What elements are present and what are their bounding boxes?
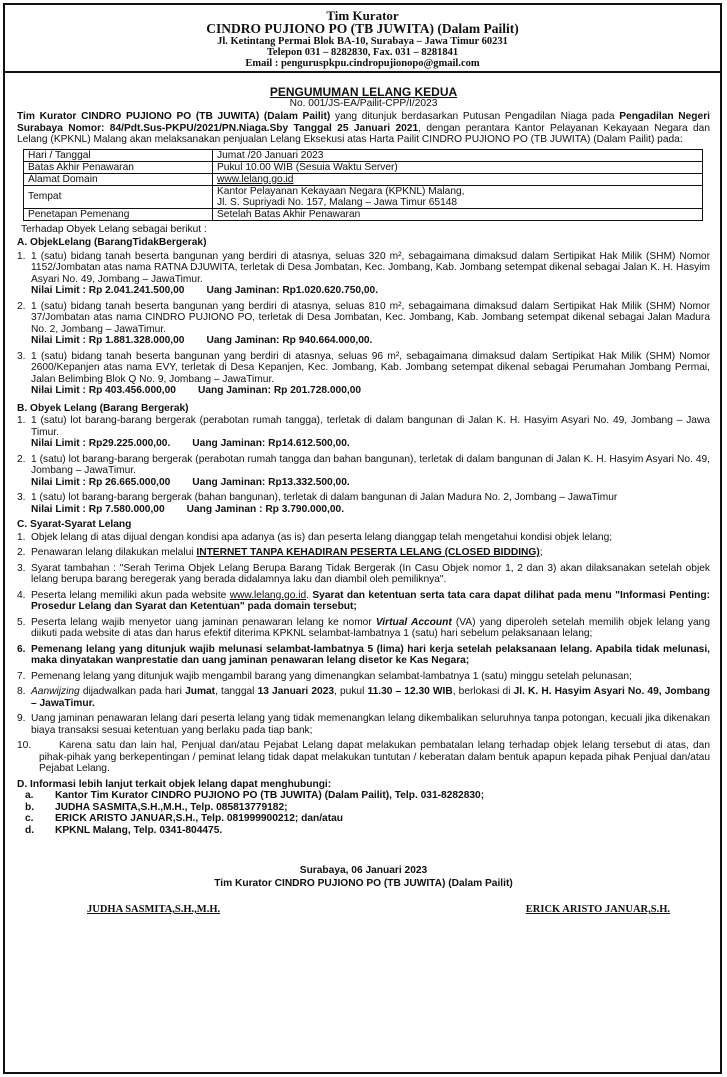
table-label: Tempat [24, 185, 213, 208]
letterhead-org: Tim Kurator [326, 8, 399, 23]
letterhead-address: Jl. Ketintang Permai Blok BA-10, Surabaya – Jawa Timur 60231 [217, 36, 508, 47]
intro-court: Pengadilan Negeri Surabaya Nomor: 84/Pdt.Sus-PKPU/2021/PN.Niaga.Sby Tanggal 25 Januari 2021 [17, 111, 710, 134]
table-label: Hari / Tanggal [24, 149, 213, 161]
table-label: Alamat Domain [24, 173, 213, 185]
table-value: Jumat /20 Januari 2023 [213, 149, 703, 161]
website-link[interactable]: www.lelang.go.id [229, 589, 307, 601]
list-item: 1. 1 (satu) lot barang-barang bergerak (perabotan rumah tangga), terletak di dalam bangunan di Jalan K. H. Hasyim Asyari No. 49, Jombang – Jawa Timur. Nilai Limit : Rp29.225.000,00. Uang Jaminan: Rp14.612.500,00. [17, 415, 710, 449]
signatories [17, 904, 710, 916]
page-title: PENGUMUMAN LELANG KEDUA [269, 85, 458, 99]
letterhead-email: Email : penguruspkpu.cindropujionopo@gmail.com [245, 58, 480, 69]
contact-item: d. KPKNL Malang, Telp. 0341-804475. [25, 824, 223, 836]
venue-line-2: Jl. S. Supriyadi No. 157, Malang – Jawa Timur 65148 [217, 196, 458, 208]
list-item: 3. Syarat tambahan : "Serah Terima Objek Lelang Berupa Barang Tidak Bergerak (In Casu Objek nomor 1, 2 dan 3) akan dilaksanakan setelah objek lelang berupa barang beregerak yang berada didalamnya laku dan diambil oleh pemiliknya". [17, 562, 710, 585]
signatory-1: JUDHA SASMITA,S.H.,M.H. [87, 904, 221, 915]
list-item: 10. Karena satu dan lain hal, Penjual dan/atau Pejabat Lelang dapat melakukan pembatalan lelang terhadap objek lelang tersebut di atas, dan pihak-pihak yang berkepentingan / peminat lelang tidak dapat melakukan tuntutan / keberatan dalam bentuk apapun kepada pihak Penjual dan/atau Pejabat Lelang. [17, 740, 710, 774]
intro-paragraph [17, 111, 710, 146]
list-item: 5. Peserta lelang wajib menyetor uang jaminan penawaran lelang ke nomor Virtual Account (VA) yang diperoleh setelah memilih objek lelang yang diikuti pada website di atas dan harus efektif diterima KPKNL selambat-lambatnya 1 (satu) hari sebelum pelaksanaan lelang; [17, 616, 710, 639]
closed-bidding-text: INTERNET TANPA KEHADIRAN PESERTA LELANG (CLOSED BIDDING) [196, 547, 540, 558]
list-item: 9. Uang jaminan penawaran lelang dari peserta lelang yang tidak memenangkan lelang dikembalikan seluruhnya tanpa potongan, kecuali jika dikenakan biaya transaksi sesuai ketentuan yang berlaku pada tiap bank; [17, 713, 710, 736]
section-d-title: D. Informasi lebih lanjut terkait objek lelang dapat menghubungi: [17, 778, 332, 790]
list-item: 2. Penawaran lelang dilakukan melalui INTERNET TANPA KEHADIRAN PESERTA LELANG (CLOSED BIDDING); [17, 547, 543, 558]
venue-line-1: Kantor Pelayanan Kekayaan Negara (KPKNL) Malang, [217, 185, 465, 197]
table-value [213, 185, 703, 208]
table-row [24, 173, 703, 185]
intro-party: Tim Kurator CINDRO PUJIONO PO (TB JUWITA) (Dalam Pailit) [17, 111, 331, 122]
signatory-2: ERICK ARISTO JANUAR,S.H. [525, 904, 670, 915]
section-a-title: A. ObjekLelang (BarangTidakBergerak) [17, 237, 207, 248]
list-item: 4. Peserta lelang memiliki akun pada website www.lelang.go.id. Syarat dan ketentuan serta tata cara dapat dilihat pada menu "Informasi Penting: Prosedur Lelang dan Syarat dan Ketentuan" pada domain tersebut; [17, 589, 710, 612]
document-number: No. 001/JS-EA/Pailit-CPP/I/2023 [289, 98, 438, 109]
contact-item: c. ERICK ARISTO JANUAR,S.H., Telp. 081999900212; dan/atau [25, 813, 343, 824]
list-item: 3. 1 (satu) bidang tanah beserta bangunan yang berdiri di atasnya, seluas 96 m², sebagaimana dimaksud dalam Sertipikat Hak Milik (SHM) Nomor 2600/Kepanjen atas nama EVY, terletak di Desa Kepanjen, Kec. Jombang, Kab. Jombang setempat dikenal sebagai Perumahan Jombang Permai, Jalan Belimbing Blok Q No. 9, Jombang – JawaTimur. Nilai Limit : Rp 403.456.000,00 Uang Jaminan: Rp 201.728.000,00 [17, 350, 710, 396]
place-date: Surabaya, 06 Januari 2023 [299, 865, 428, 876]
objects-intro: Terhadap Obyek Lelang sebagai berikut : [21, 223, 207, 235]
letterhead [5, 5, 720, 69]
list-item: 2. 1 (satu) bidang tanah beserta bangunan yang berdiri di atasnya, seluas 810 m², sebagaimana dimaksud dalam Sertipikat Hak Milik (SHM) Nomor 37/Jombatan atas nama CINDRO PUJIONO PO, terletak di Desa Jombatan, Kec. Jombang, Kab. Jombang setempat dikenal sebagai Jalan Madura No. 2, Jombang – JawaTimur. Nilai Limit : Rp 1.881.328.000,00 Uang Jaminan: Rp 940.664.000,00. [17, 300, 710, 346]
table-label: Batas Akhir Penawaran [24, 161, 213, 173]
table-value: Pukul 10.00 WIB (Sesuia Waktu Server) [213, 161, 703, 173]
list-item: 6. Pemenang lelang yang ditunjuk wajib melunasi selambat-lambatnya 5 (lima) hari kerja setelah pelaksanaan lelang. Apabila tidak melunasi, maka dinyatakan wanprestatie dan uang jaminan penawaran lelang disetor ke Kas Negara; [17, 643, 710, 666]
list-item: 3. 1 (satu) lot barang-barang bergerak (bahan bangunan), terletak di dalam bangunan di Jalan Madura No. 2, Jombang – JawaTimur Nilai Limit : Rp 7.580.000,00 Uang Jaminan : Rp 3.790.000,00. [17, 492, 618, 515]
list-item: 8. Aanwijzing dijadwalkan pada hari Jumat, tanggal 13 Januari 2023, pukul 11.30 – 12.30 WIB, berlokasi di Jl. K. H. Hasyim Asyari No. 49, Jombang – JawaTimur. [17, 686, 710, 709]
intro-text-2: , dengan perantara Kantor Pelayanan Kekayaan Negara dan Lelang (KPKNL) Malang akan melaksanakan penjualan Lelang Eksekusi atas Harta Pailit CINDRO PUJIONO PO (TB JUWITA) (Dalam Pailit) pada: [17, 122, 710, 145]
table-row [24, 208, 703, 220]
signing-team: Tim Kurator CINDRO PUJIONO PO (TB JUWITA) (Dalam Pailit) [214, 878, 513, 889]
section-b-title: B. Obyek Lelang (Barang Bergerak) [17, 402, 189, 414]
table-value: Setelah Batas Akhir Penawaran [213, 208, 703, 220]
contact-item: b. JUDHA SASMITA,S.H.,M.H., Telp. 085813779182; [25, 801, 288, 813]
table-label: Penetapan Pemenang [24, 208, 213, 220]
section-c-title: C. Syarat-Syarat Lelang [17, 519, 132, 530]
signature-block [17, 864, 710, 890]
table-row [24, 161, 703, 173]
domain-link[interactable]: www.lelang.go.id [217, 173, 294, 185]
header-divider [5, 71, 720, 73]
letterhead-phone: Telepon 031 – 8282830, Fax. 031 – 8281841 [266, 47, 459, 58]
list-item: 7. Pemenang lelang yang ditunjuk wajib mengambil barang yang dimenangkan selambat-lambatnya 1 (satu) minggu setelah pelunasan; [17, 670, 632, 682]
announcement-frame [3, 3, 722, 1074]
table-row [24, 149, 703, 161]
contact-item: a. Kantor Tim Kurator CINDRO PUJIONO PO (TB JUWITA) (Dalam Pailit), Telp. 031-8282830; [25, 790, 485, 801]
document-body [5, 86, 720, 916]
letterhead-name: CINDRO PUJIONO PO (TB JUWITA) (Dalam Pailit) [206, 21, 519, 36]
table-value [213, 173, 703, 185]
table-row [24, 185, 703, 208]
list-item: 2. 1 (satu) lot barang-barang bergerak (perabotan rumah tangga dan bahan bangunan), terletak di dalam bangunan di Jalan K. H. Hasyim Asyari No. 49, Jombang – JawaTimur. Nilai Limit : Rp 26.665.000,00 Uang Jaminan: Rp13.332.500,00. [17, 453, 710, 488]
auction-info-table [23, 149, 703, 221]
list-item: 1. Objek lelang di atas dijual dengan kondisi apa adanya (as is) dan peserta lelang dianggap telah mengetahui kondisi objek lelang; [17, 531, 613, 543]
list-item: 1. 1 (satu) bidang tanah beserta bangunan yang berdiri di atasnya, seluas 320 m², sebagaimana dimaksud dalam Sertipikat Hak Milik (SHM) Nomor 1152/Jombatan atas nama RATNA DJUWITA, terletak di Desa Jombatan, Kec. Jombang, Kab. Jombang setempat dikenal sebagai Jalan K. H. Hasyim Asyari No. 49, Jombang – JawaTimur. Nilai Limit : Rp 2.041.241.500,00 Uang Jaminan: Rp1.020.620.750,00. [17, 250, 710, 296]
intro-text-1: yang ditunjuk berdasarkan Putusan Pengadilan Niaga pada [330, 111, 620, 122]
